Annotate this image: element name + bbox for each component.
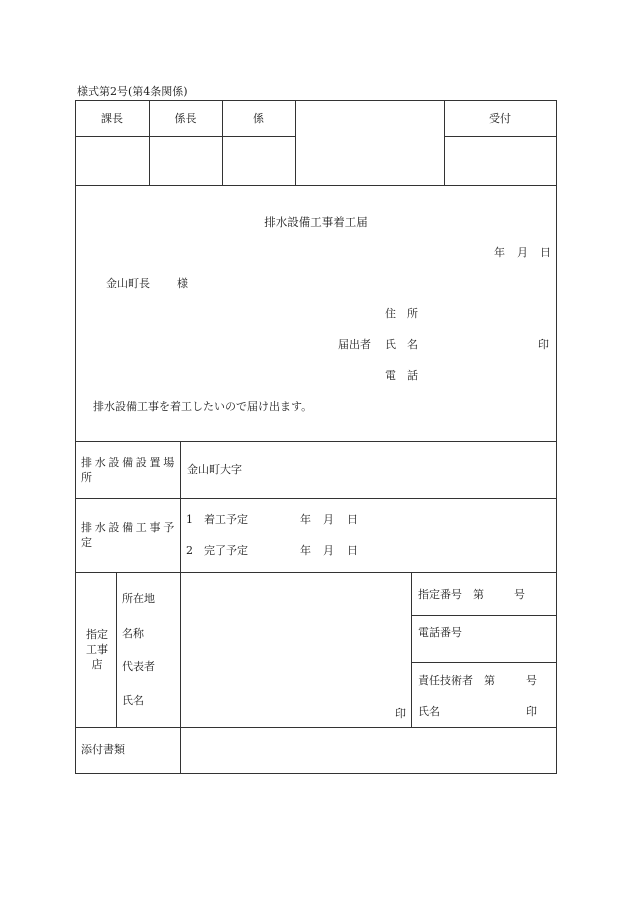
engineer-name-label: 氏名 (418, 705, 440, 718)
schedule-month-label: 月 (323, 544, 334, 557)
date-day-label: 日 (540, 246, 551, 259)
subsection-chief-stamp-box[interactable] (150, 137, 221, 184)
location-label: 排水設備設置場所 (81, 456, 177, 484)
section-chief-stamp-box[interactable] (76, 137, 148, 184)
schedule-year-label: 年 (300, 513, 311, 526)
contractor-label-divider (116, 572, 117, 727)
date-year-label: 年 (494, 246, 505, 259)
phone-field[interactable] (430, 365, 550, 385)
schedule-day-label: 日 (347, 513, 358, 526)
staff-stamp-box[interactable] (223, 137, 294, 184)
contractor-location-label: 所在地 (122, 592, 155, 605)
contractor-right-row-divider (411, 662, 557, 663)
addressee: 金山町長 (106, 277, 150, 290)
schedule-item-label: 完了予定 (204, 544, 248, 557)
schedule-label: 排水設備工事予定 (81, 521, 177, 549)
contractor-info-field[interactable] (182, 574, 409, 725)
stamp-header-bottom (75, 185, 557, 186)
location-value[interactable]: 金山町大字 (187, 463, 242, 476)
applicant-label: 届出者 (338, 338, 371, 351)
name-field[interactable] (430, 334, 530, 354)
designation-number-suffix: 号 (514, 588, 525, 601)
contractor-right-row-divider (411, 615, 557, 616)
border-left (75, 100, 76, 774)
schedule-bottom (75, 572, 557, 573)
schedule-item-number: 1 (186, 513, 193, 526)
attachments-field[interactable] (182, 729, 554, 771)
subsection-chief-label: 係長 (174, 112, 197, 125)
contractor-fields-divider (180, 572, 181, 727)
section-chief-label: 課長 (101, 112, 123, 125)
contractor-representative-label: 代表者 (122, 660, 155, 673)
schedule-item-label: 着工予定 (204, 513, 248, 526)
date-month-label: 月 (517, 246, 528, 259)
notice-title: 排水設備工事着工届 (264, 215, 368, 229)
address-field[interactable] (430, 303, 550, 323)
addressee-honorific: 様 (177, 277, 188, 290)
engineer-suffix: 号 (526, 674, 537, 687)
notice-statement: 排水設備工事を着工したいので届け出ます。 (93, 400, 313, 413)
name-label: 氏 名 (385, 338, 418, 351)
contractor-label: 指定工事店 (86, 628, 108, 671)
attachments-label: 添付書類 (81, 743, 125, 756)
schedule-item-number: 2 (186, 544, 193, 557)
stamp-col-divider (295, 100, 296, 186)
schedule-month-label: 月 (323, 513, 334, 526)
reception-stamp-box[interactable] (445, 137, 555, 184)
applicant-seal-mark: 印 (538, 338, 549, 351)
contractor-name-label: 名称 (122, 627, 144, 640)
schedule-day-label: 日 (347, 544, 358, 557)
designation-number-label: 指定番号 第 (418, 588, 484, 601)
address-label: 住 所 (385, 307, 418, 320)
staff-label: 係 (253, 112, 264, 125)
engineer-seal-mark: 印 (526, 705, 537, 718)
contractor-seal-mark: 印 (395, 707, 406, 720)
form-number: 様式第2号(第4条関係) (77, 85, 188, 98)
contractor-person-name-label: 氏名 (122, 694, 144, 707)
reception-label: 受付 (489, 112, 511, 125)
phone-label: 電 話 (385, 369, 418, 382)
border-right (556, 100, 557, 774)
location-col-divider (180, 441, 181, 573)
border-top (75, 100, 557, 101)
schedule-year-label: 年 (300, 544, 311, 557)
attachments-col-divider (180, 727, 181, 774)
border-bottom (75, 773, 557, 774)
contractor-phone-label: 電話番号 (418, 626, 462, 639)
location-bottom (75, 498, 557, 499)
contractor-right-divider (411, 572, 412, 727)
contractor-bottom (75, 727, 557, 728)
engineer-label: 責任技術者 第 (418, 674, 495, 687)
notice-bottom (75, 441, 557, 442)
